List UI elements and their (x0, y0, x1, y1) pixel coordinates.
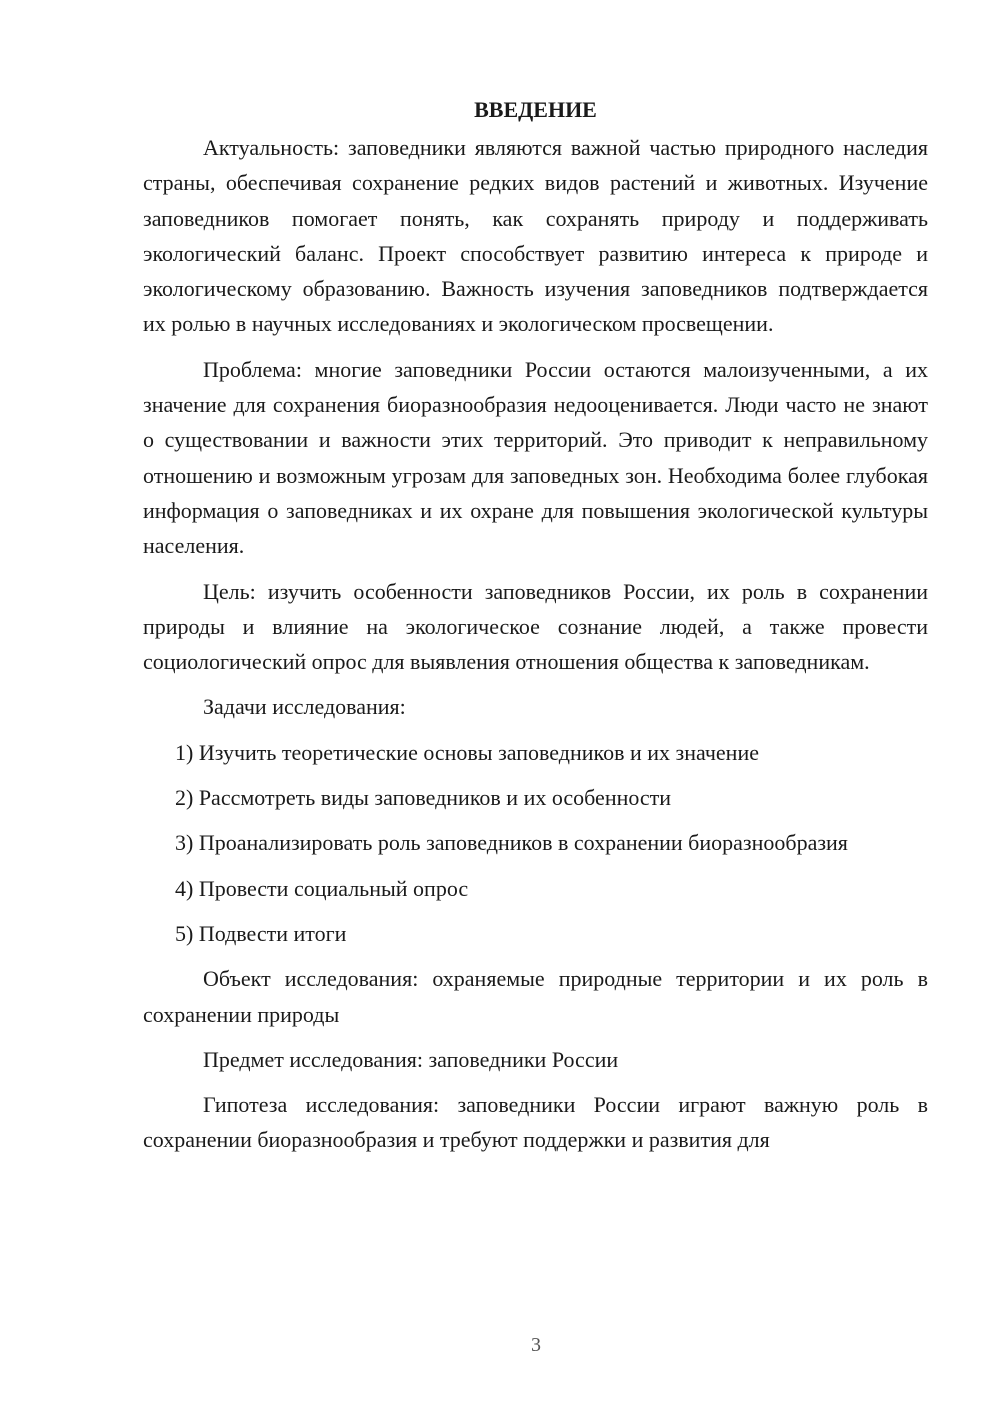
document-body (143, 130, 928, 1158)
task-item-2: 2) Рассмотреть виды заповедников и их особенности (175, 785, 672, 811)
paragraph-object: Объект исследования: охраняемые природные территории и их роль в сохранении природы (143, 966, 928, 1027)
task-item-1: 1) Изучить теоретические основы заповедников и их значение (175, 739, 759, 765)
section-title: ВВЕДЕНИЕ (474, 97, 597, 122)
paragraph-subject: Предмет исследования: заповедники России (203, 1046, 619, 1072)
page-number: 3 (531, 1334, 541, 1356)
paragraph-goal: Цель: изучить особенности заповедников России, их роль в сохранении природы и влияние на экологическое сознание людей, а также провести социологический опрос для выявления отношения общества к заповедникам. (143, 578, 928, 675)
task-item-4: 4) Провести социальный опрос (175, 875, 469, 901)
paragraph-problem: Проблема: многие заповедники России остаются малоизученными, а их значение для сохранения биоразнообразия недооценивается. Люди часто не знают о существовании и важности этих территорий. Это приводит к неправильному отношению и возможным угрозам для заповедных зон. Необходима более глубокая информация о заповедниках и их охране для повышения экологической культуры населения. (143, 356, 928, 559)
task-item-3: 3) Проанализировать роль заповедников в сохранении биоразнообразия (175, 830, 848, 856)
paragraph-tasks-heading: Задачи исследования: (203, 694, 406, 720)
paragraph-relevance: Актуальность: заповедники являются важной частью природного наследия страны, обеспечивая сохранение редких видов растений и животных. Изучение заповедников помогает понять, как сохранять природу и поддерживать экологический баланс. Проект способствует развитию интереса к природе и экологическому образованию. Важность изучения заповедников подтверждается их ролью в научных исследованиях и экологическом просвещении. (143, 135, 928, 337)
paragraph-hypothesis: Гипотеза исследования: заповедники России играют важную роль в сохранении биоразнообразия и требуют поддержки и развития для (143, 1092, 928, 1153)
task-item-5: 5) Подвести итоги (175, 920, 347, 946)
